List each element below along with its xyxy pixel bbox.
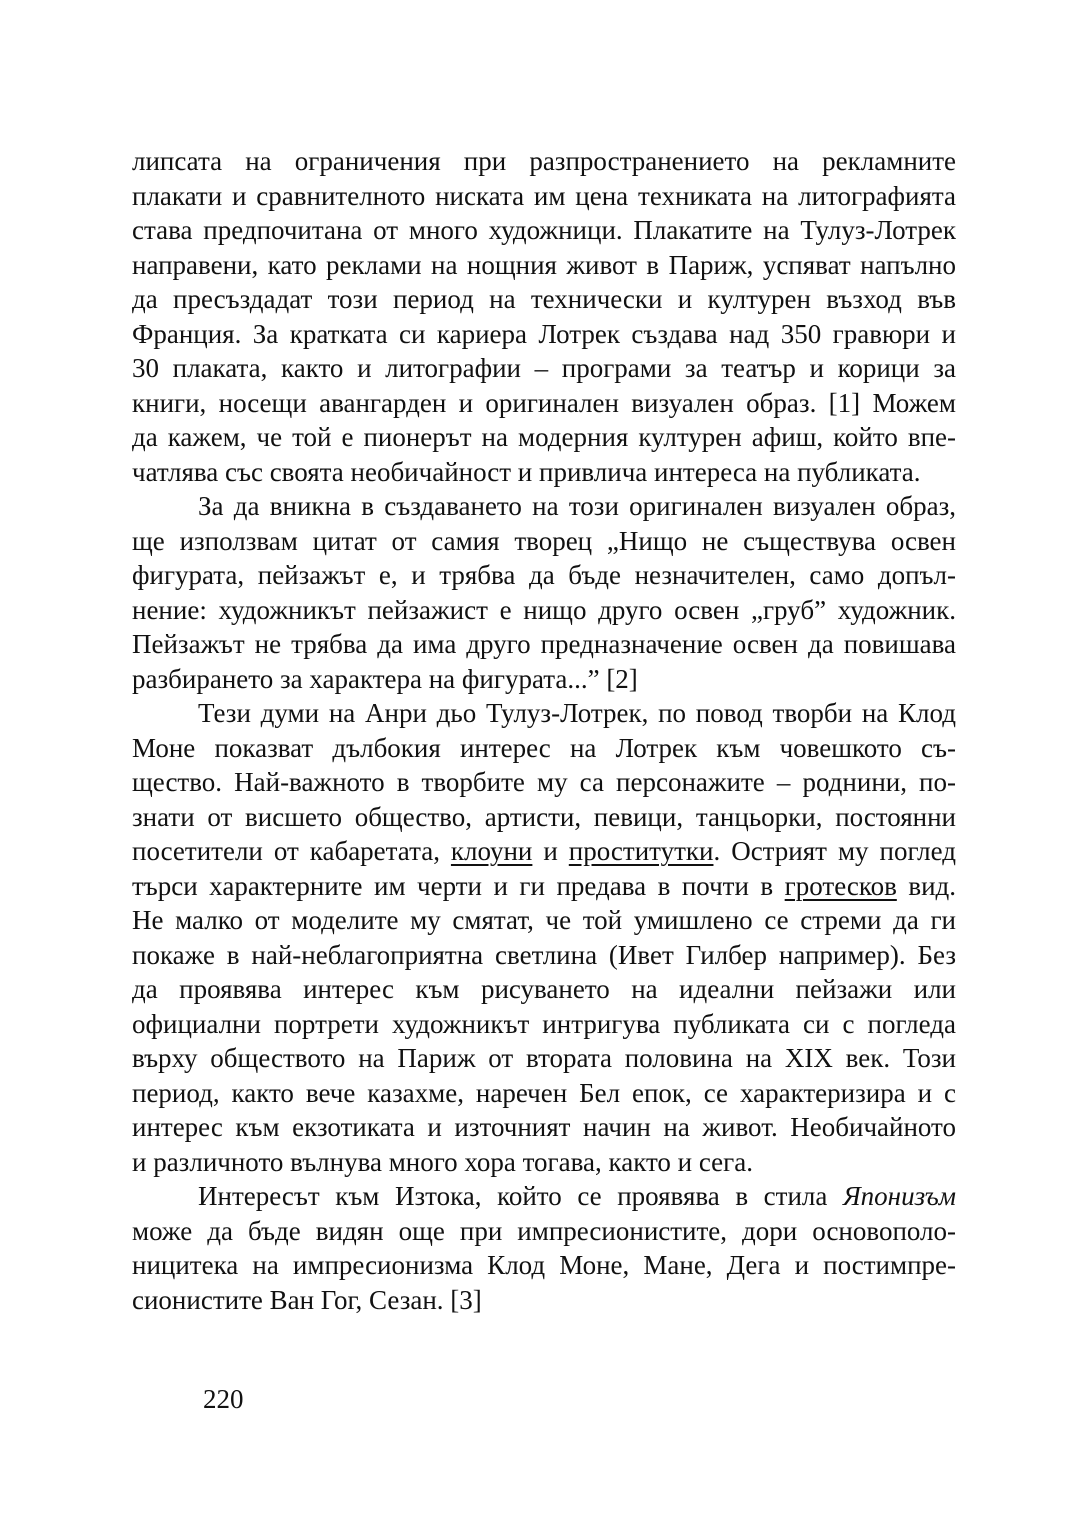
text-line: официални портрети художникът интригува публиката си с погледа bbox=[132, 1008, 956, 1039]
text-line: интерес към екзотиката и източният начин на живот. Необичайното bbox=[132, 1112, 956, 1142]
line-text: търси характерните им черти и ги предава в почти в bbox=[132, 870, 785, 901]
text-line: Тези думи на Анри дьо Тулуз-Лотрек, по повод творби на Клод bbox=[198, 698, 956, 728]
text-line: нение: художникът пейзажист е нищо друго освен „груб” художник. bbox=[132, 594, 956, 625]
text-line: 30 плаката, както и литографии – програми за театър и корици за bbox=[132, 353, 956, 383]
text-line bbox=[132, 869, 956, 904]
line-text: и bbox=[532, 836, 569, 866]
text-line: щество. Най-важното в творбите му са персонажите – роднини, по- bbox=[132, 767, 956, 797]
line-text: вид. bbox=[896, 870, 957, 901]
page-number: 220 bbox=[203, 1384, 244, 1414]
underlined-term: гротесков bbox=[784, 870, 897, 901]
text-line: Франция. За кратката си кариера Лотрек създава над 350 гравюри и bbox=[132, 318, 956, 349]
line-text: Интересът към Изтока, който се проявява в стила bbox=[198, 1181, 843, 1211]
text-line: чатлява със своята необичайност и привлича интереса на публиката. bbox=[132, 456, 921, 487]
paragraph bbox=[132, 489, 956, 696]
italic-term: Японизъм bbox=[842, 1181, 956, 1211]
text-line: Не малко от моделите му смятат, че той умишлено се стреми да ги bbox=[132, 905, 956, 935]
text-line: може да бъде видян още при импресионистите, дори основополо- bbox=[132, 1215, 956, 1246]
text-line: Пейзажът не трябва да има друго предназначение освен да повишава bbox=[132, 629, 956, 659]
text-line: период, както вече казахме, наречен Бел епок, се характеризира и с bbox=[132, 1077, 956, 1108]
line-text: . Острият му поглед bbox=[713, 836, 956, 866]
text-line: знати от висшето общество, артисти, певици, танцьорки, постоянни bbox=[132, 801, 956, 832]
text-line: покаже в най-неблагоприятна светлина (Ивет Гилбер например). Без bbox=[132, 939, 956, 970]
paragraph bbox=[132, 1179, 956, 1317]
text-line bbox=[132, 1179, 956, 1214]
text-block bbox=[132, 144, 956, 1317]
paragraph bbox=[132, 144, 956, 489]
text-line: и различното вълнува много хора тогава, както и сега. bbox=[132, 1146, 753, 1177]
text-line: върху обществото на Париж от втората половина на XIX век. Този bbox=[132, 1043, 956, 1073]
text-line: сионистите Ван Гог, Сезан. [3] bbox=[132, 1284, 482, 1315]
text-line: да пресъздадат този период на технически и културен възход във bbox=[132, 284, 956, 314]
text-line: Моне показват дълбокия интерес на Лотрек към човешкото съ- bbox=[132, 732, 956, 763]
text-line: липсата на ограничения при разпространението на рекламните bbox=[132, 146, 956, 176]
text-line: ницитека на импресионизма Клод Моне, Мане, Дега и постимпре- bbox=[132, 1250, 956, 1280]
text-line: фигурата, пейзажът е, и трябва да бъде незначителен, само допъл- bbox=[132, 560, 956, 590]
text-line: направени, като реклами на нощния живот в Париж, успяват напълно bbox=[132, 249, 956, 280]
line-text: посетители от кабаретата, bbox=[132, 836, 451, 866]
text-line bbox=[132, 834, 956, 869]
underlined-term: клоуни bbox=[450, 836, 533, 866]
text-line: разбирането за характера на фигурата...” [2] bbox=[132, 663, 638, 694]
underlined-term: проститутки bbox=[568, 836, 714, 866]
text-line: плакати и сравнителното ниската им цена техниката на литографията bbox=[132, 180, 956, 211]
text-line: книги, носещи авангарден и оригинален визуален образ. [1] Можем bbox=[132, 387, 956, 418]
paragraph bbox=[132, 696, 956, 1179]
text-line: ще използвам цитат от самия творец „Нищо не съществува освен bbox=[132, 525, 956, 556]
text-line: да кажем, че той е пионерът на модерния културен афиш, който впе- bbox=[132, 422, 956, 452]
text-line: За да вникна в създаването на този оригинален визуален образ, bbox=[198, 491, 956, 521]
text-line: става предпочитана от много художници. Плакатите на Тулуз-Лотрек bbox=[132, 215, 956, 245]
text-line: да проявява интерес към рисуването на идеални пейзажи или bbox=[132, 974, 956, 1004]
